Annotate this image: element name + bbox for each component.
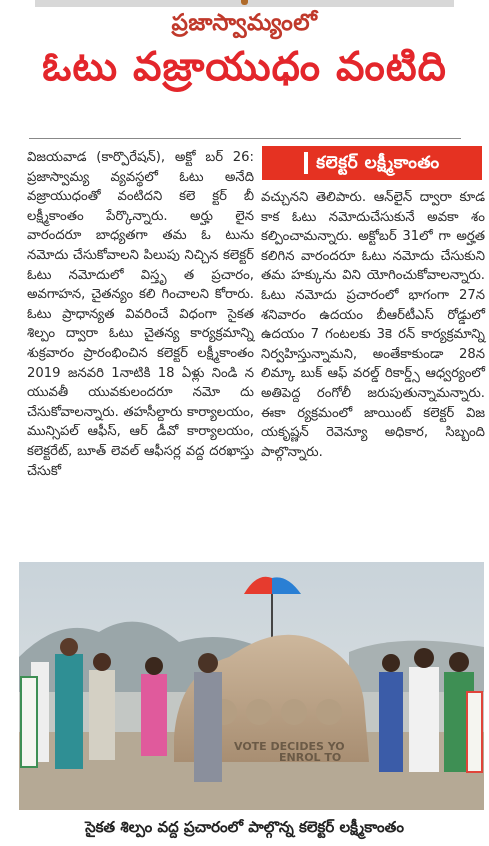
main-headline: ఓటు వజ్రాయుధం వంటిది <box>42 44 447 90</box>
page-marker <box>241 0 248 5</box>
article-text-left: విజయవాడ (కార్పొరేషన్), అక్టో బర్ 26: ప్రజాస్వామ్య వ్యవస్థలో ఓటు అనేది వజ్రాయుధంతో వంటిదని కలె క్టర్ బీ లక్ష్మీకాంతం పేర్కొన్నారు. అర్హు లైన వారందరూ బాధ్యతగా తమ ఓ టును నమోదు చేసుకోవాలని పిలుపు నిచ్చిన కలెక్టర్ ఓటు నమోదులో విస్తృ త ప్రచారం, అవగాహన, చైతన్యం కలి గించాలని కోరారు. ఓటు ప్రాధాన్యత వివరించే విధంగా సైకత శిల్పం ద్వారా ఓటు చైతన్య కార్యక్రమాన్ని శుక్రవారం ప్రారంభించిన కలెక్టర్ లక్ష్మీకాంతం 2019 జనవరి 1నాటికి 18 ఏళ్లు నిండి న యువతీ యువకులందరూ నమో దు చేసుకోవాలన్నారు. తహసీల్దారు కార్యాలయం, మున్సిపల్ ఆఫీస్, ఆర్ డీవో కార్యాలయం, కలెక్టరేట్, బూత్ లెవల్ ఆఫీసర్ల వద్ద దరఖాస్తు చేసుకో <box>27 150 254 479</box>
article-text-right: వచ్చునని తెలిపారు. ఆన్‌లైన్ ద్వారా కూడ కాక ఓటు నమోదుచేసుకునే అవకా శం కల్పించామన్నారు. అక్టోబర్ 31లో గా అర్హత కలిగిన వారందరూ ఓటు నమోదు చేసుకుని తమ హక్కును విని యోగించుకోవాలన్నారు. ఓటు నమోదు ప్రచారంలో భాగంగా 27న శనివారం ఉదయం బీఆర్‌టీఎస్ రోడ్డులో ఉదయం 7 గంటలకు 3కె రన్ కార్యక్రమాన్ని నిర్వహిస్తున్నామని, అంతేకాకుండా 28న లిమ్కా బుక్ ఆఫ్ వరల్డ్ రికార్డ్స్ ఆధ్వర్యంలో అతిపెద్ద రంగోలీ జరుపుతున్నామన్నారు. ఈకా ర్యక్రమంలో జాయింట్ కలెక్టర్ విజ యకృష్ణన్ రెవెన్యూ అధికార, సిబ్బంది పాల్గొన్నారు. <box>261 190 485 460</box>
sand-text-2: ENROL TO <box>279 751 342 764</box>
tag-bar <box>304 152 308 174</box>
kicker-headline: ప్రజాస్వామ్యంలో <box>171 10 318 36</box>
news-photo <box>19 562 484 810</box>
article-column-right <box>261 188 485 462</box>
photo-caption: సైకత శిల్పం వద్ద ప్రచారంలో పాల్గొన్న కలెక్టర్ లక్ష్మీకాంతం <box>85 818 404 836</box>
reporter-tag <box>262 146 482 180</box>
headline-divider <box>29 138 461 139</box>
tag-label: కలెక్టర్ లక్ష్మీకాంతం <box>316 153 440 173</box>
photo-illustration <box>19 562 484 810</box>
sand-text-1: VOTE DECIDES YO <box>234 740 345 753</box>
article-column-left <box>27 148 254 481</box>
top-page-strip <box>35 0 454 7</box>
